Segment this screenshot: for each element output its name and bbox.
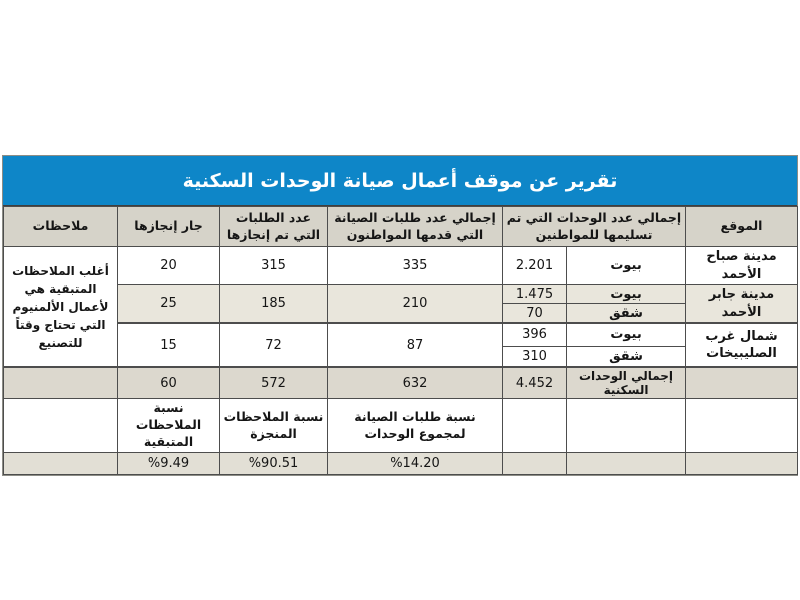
sabah-done: 315 bbox=[220, 247, 328, 285]
empty-cell bbox=[686, 452, 798, 474]
jaber-type-houses: بيوت bbox=[567, 285, 686, 304]
header-requests-done: عدد الطلبات التي تم إنجازها bbox=[220, 207, 328, 247]
ratio-done-value: %90.51 bbox=[220, 452, 328, 474]
totals-done: 572 bbox=[220, 367, 328, 399]
jaber-done: 185 bbox=[220, 285, 328, 324]
notes-cell: أغلب الملاحظات المتبقية هي لأعمال الألمنيوم التي تحتاج وقتاً للتصنيع bbox=[4, 247, 118, 368]
sulaibikhat-units-houses: 396 bbox=[503, 323, 567, 346]
ratio-done-label: نسبة الملاحظات المنجزة bbox=[220, 399, 328, 453]
report-title: تقرير عن موقف أعمال صيانة الوحدات السكنية bbox=[182, 169, 618, 192]
empty-cell bbox=[567, 452, 686, 474]
sulaibikhat-type-houses: بيوت bbox=[567, 323, 686, 346]
totals-units: 4.452 bbox=[503, 367, 567, 399]
ratio-requests-label: نسبة طلبات الصيانة لمجموع الوحدات bbox=[328, 399, 503, 453]
sulaibikhat-location: شمال غرب الصليبيخات bbox=[686, 323, 798, 367]
header-in-progress: جار إنجازها bbox=[118, 207, 220, 247]
sabah-type: بيوت bbox=[567, 247, 686, 285]
jaber-requests: 210 bbox=[328, 285, 503, 324]
ratio-remaining-label: نسبة الملاحظات المتبقية bbox=[118, 399, 220, 453]
row-sulaibikhat-houses bbox=[4, 323, 798, 346]
jaber-location: مدينة جابر الأحمد bbox=[686, 285, 798, 324]
report-table bbox=[3, 206, 798, 475]
sabah-in-progress: 20 bbox=[118, 247, 220, 285]
sulaibikhat-requests: 87 bbox=[328, 323, 503, 367]
jaber-units-houses: 1.475 bbox=[503, 285, 567, 304]
row-ratio-values bbox=[4, 452, 798, 474]
totals-in-progress: 60 bbox=[118, 367, 220, 399]
empty-cell bbox=[4, 367, 118, 399]
header-units-delivered: إجمالي عدد الوحدات التي تم تسليمها للمواطنين bbox=[503, 207, 686, 247]
jaber-in-progress: 25 bbox=[118, 285, 220, 324]
sulaibikhat-done: 72 bbox=[220, 323, 328, 367]
empty-cell bbox=[503, 452, 567, 474]
header-location: الموقع bbox=[686, 207, 798, 247]
header-notes: ملاحظات bbox=[4, 207, 118, 247]
row-totals bbox=[4, 367, 798, 399]
sulaibikhat-in-progress: 15 bbox=[118, 323, 220, 367]
totals-label: إجمالي الوحدات السكنية bbox=[567, 367, 686, 399]
row-jaber-houses bbox=[4, 285, 798, 304]
row-ratio-labels bbox=[4, 399, 798, 453]
empty-cell bbox=[4, 399, 118, 453]
row-sabah bbox=[4, 247, 798, 285]
totals-requests: 632 bbox=[328, 367, 503, 399]
report-title-bar bbox=[3, 156, 797, 206]
ratio-remaining-value: %9.49 bbox=[118, 452, 220, 474]
sabah-location: مدينة صباح الأحمد bbox=[686, 247, 798, 285]
jaber-units-flats: 70 bbox=[503, 304, 567, 323]
sulaibikhat-type-flats: شقق bbox=[567, 346, 686, 367]
empty-cell bbox=[567, 399, 686, 453]
sabah-requests: 335 bbox=[328, 247, 503, 285]
report-container bbox=[2, 155, 798, 476]
header-row bbox=[4, 207, 798, 247]
header-requests-total: إجمالي عدد طلبات الصيانة التي قدمها المواطنون bbox=[328, 207, 503, 247]
ratio-requests-value: %14.20 bbox=[328, 452, 503, 474]
sabah-units: 2.201 bbox=[503, 247, 567, 285]
empty-cell bbox=[4, 452, 118, 474]
empty-cell bbox=[686, 367, 798, 399]
empty-cell bbox=[686, 399, 798, 453]
empty-cell bbox=[503, 399, 567, 453]
sulaibikhat-units-flats: 310 bbox=[503, 346, 567, 367]
jaber-type-flats: شقق bbox=[567, 304, 686, 323]
